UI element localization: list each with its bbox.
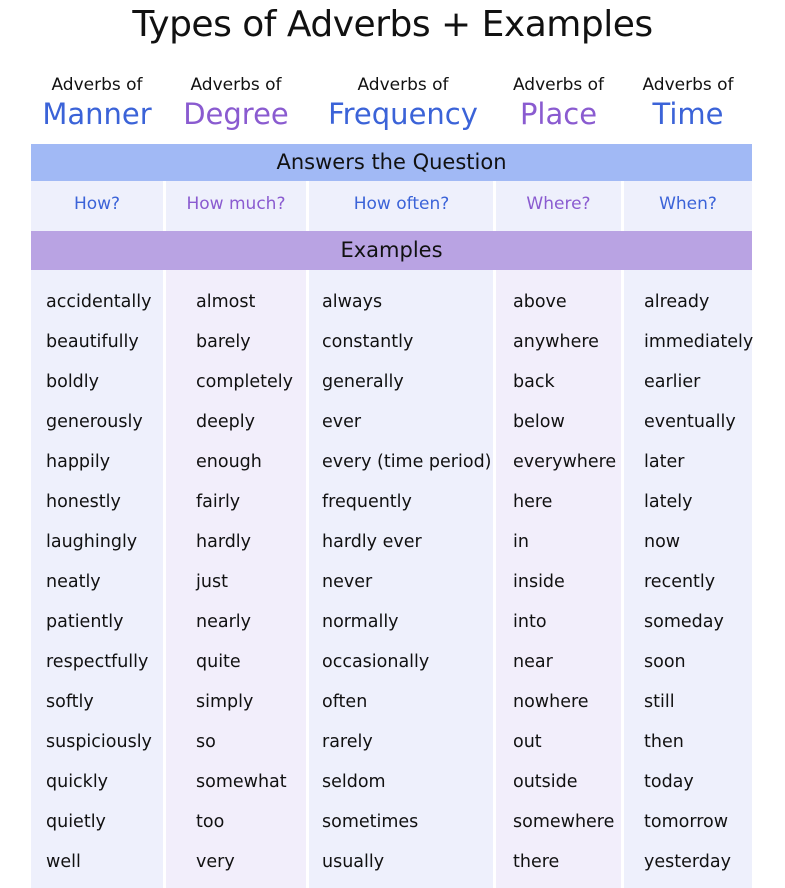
example-word: completely [196, 372, 293, 392]
example-word: soon [644, 652, 686, 672]
example-word: very [196, 852, 235, 872]
column-divider [493, 181, 496, 231]
example-word: generously [46, 412, 143, 432]
column-divider [621, 181, 624, 231]
example-word: rarely [322, 732, 373, 752]
example-word: somewhere [513, 812, 615, 832]
example-word: later [644, 452, 685, 472]
page-title: Types of Adverbs + Examples [132, 4, 653, 45]
example-word: back [513, 372, 555, 392]
question-manner: How? [73, 194, 121, 214]
example-word: softly [46, 692, 94, 712]
example-word: never [322, 572, 373, 592]
example-word: hardly [196, 532, 252, 552]
heading-frequency [309, 74, 497, 132]
example-word: today [644, 772, 694, 792]
example-word: patiently [46, 612, 124, 632]
heading-name: Degree [183, 97, 289, 131]
examples-column-degree [166, 270, 306, 888]
example-word: always [322, 292, 383, 312]
example-word: there [513, 852, 560, 872]
example-word: eventually [644, 412, 736, 432]
column-headings [0, 74, 785, 136]
example-word: well [46, 852, 81, 872]
example-word: generally [322, 372, 404, 392]
example-word: yesterday [644, 852, 731, 872]
example-word: fairly [196, 492, 241, 512]
example-word: sometimes [322, 812, 419, 832]
example-word: tomorrow [644, 812, 729, 832]
example-word: somewhat [196, 772, 287, 792]
example-word: respectfully [46, 652, 149, 672]
example-word: earlier [644, 372, 701, 392]
example-word: immediately [644, 332, 754, 352]
example-word: everywhere [513, 452, 617, 472]
example-word: nowhere [513, 692, 589, 712]
example-word: suspiciously [46, 732, 152, 752]
example-word: quite [196, 652, 241, 672]
heading-prefix: Adverbs of [357, 75, 449, 95]
example-word: laughingly [46, 532, 138, 552]
question-degree: How much? [186, 194, 286, 214]
example-word: almost [196, 292, 256, 312]
example-word: happily [46, 452, 111, 472]
heading-time [624, 74, 752, 132]
example-word: every (time period) [322, 452, 492, 472]
example-word: usually [322, 852, 385, 872]
example-word: out [513, 732, 542, 752]
example-word: anywhere [513, 332, 599, 352]
example-word: just [196, 572, 228, 592]
answers-question-bar: Answers the Question [31, 144, 752, 181]
example-word: accidentally [46, 292, 152, 312]
example-word: nearly [196, 612, 251, 632]
heading-place [496, 74, 621, 132]
example-word: recently [644, 572, 716, 592]
heading-prefix: Adverbs of [190, 75, 282, 95]
example-word: frequently [322, 492, 412, 512]
column-divider [306, 181, 309, 231]
example-word: constantly [322, 332, 414, 352]
example-word: hardly ever [322, 532, 422, 552]
example-word: in [513, 532, 529, 552]
example-word: so [196, 732, 216, 752]
example-word: beautifully [46, 332, 139, 352]
heading-degree [166, 74, 306, 132]
example-word: neatly [46, 572, 101, 592]
example-word: already [644, 292, 710, 312]
example-word: quietly [46, 812, 106, 832]
question-place: Where? [526, 194, 591, 214]
heading-manner [31, 74, 163, 132]
example-word: honestly [46, 492, 121, 512]
example-word: someday [644, 612, 724, 632]
heading-name: Frequency [328, 97, 478, 131]
example-word: lately [644, 492, 693, 512]
example-word: enough [196, 452, 262, 472]
heading-prefix: Adverbs of [51, 75, 143, 95]
example-word: barely [196, 332, 251, 352]
example-word: too [196, 812, 225, 832]
column-divider [163, 181, 166, 231]
example-word: above [513, 292, 567, 312]
examples-bar: Examples [31, 231, 752, 270]
example-word: here [513, 492, 553, 512]
example-word: often [322, 692, 368, 712]
example-word: now [644, 532, 681, 552]
example-word: boldly [46, 372, 100, 392]
example-word: seldom [322, 772, 386, 792]
heading-prefix: Adverbs of [512, 75, 605, 95]
example-word: below [513, 412, 565, 432]
heading-name: Time [652, 97, 724, 131]
example-word: ever [322, 412, 362, 432]
example-word: normally [322, 612, 399, 632]
example-word: then [644, 732, 684, 752]
question-frequency: How often? [353, 194, 450, 214]
example-word: quickly [46, 772, 109, 792]
example-word: deeply [196, 412, 255, 432]
example-word: still [644, 692, 675, 712]
heading-name: Manner [42, 97, 152, 131]
example-word: outside [513, 772, 578, 792]
question-row [31, 181, 752, 231]
example-word: simply [196, 692, 254, 712]
heading-name: Place [519, 97, 598, 131]
example-word: into [513, 612, 547, 632]
example-word: inside [513, 572, 565, 592]
question-time: When? [659, 194, 717, 214]
heading-prefix: Adverbs of [642, 75, 734, 95]
example-word: occasionally [322, 652, 430, 672]
example-word: near [513, 652, 553, 672]
